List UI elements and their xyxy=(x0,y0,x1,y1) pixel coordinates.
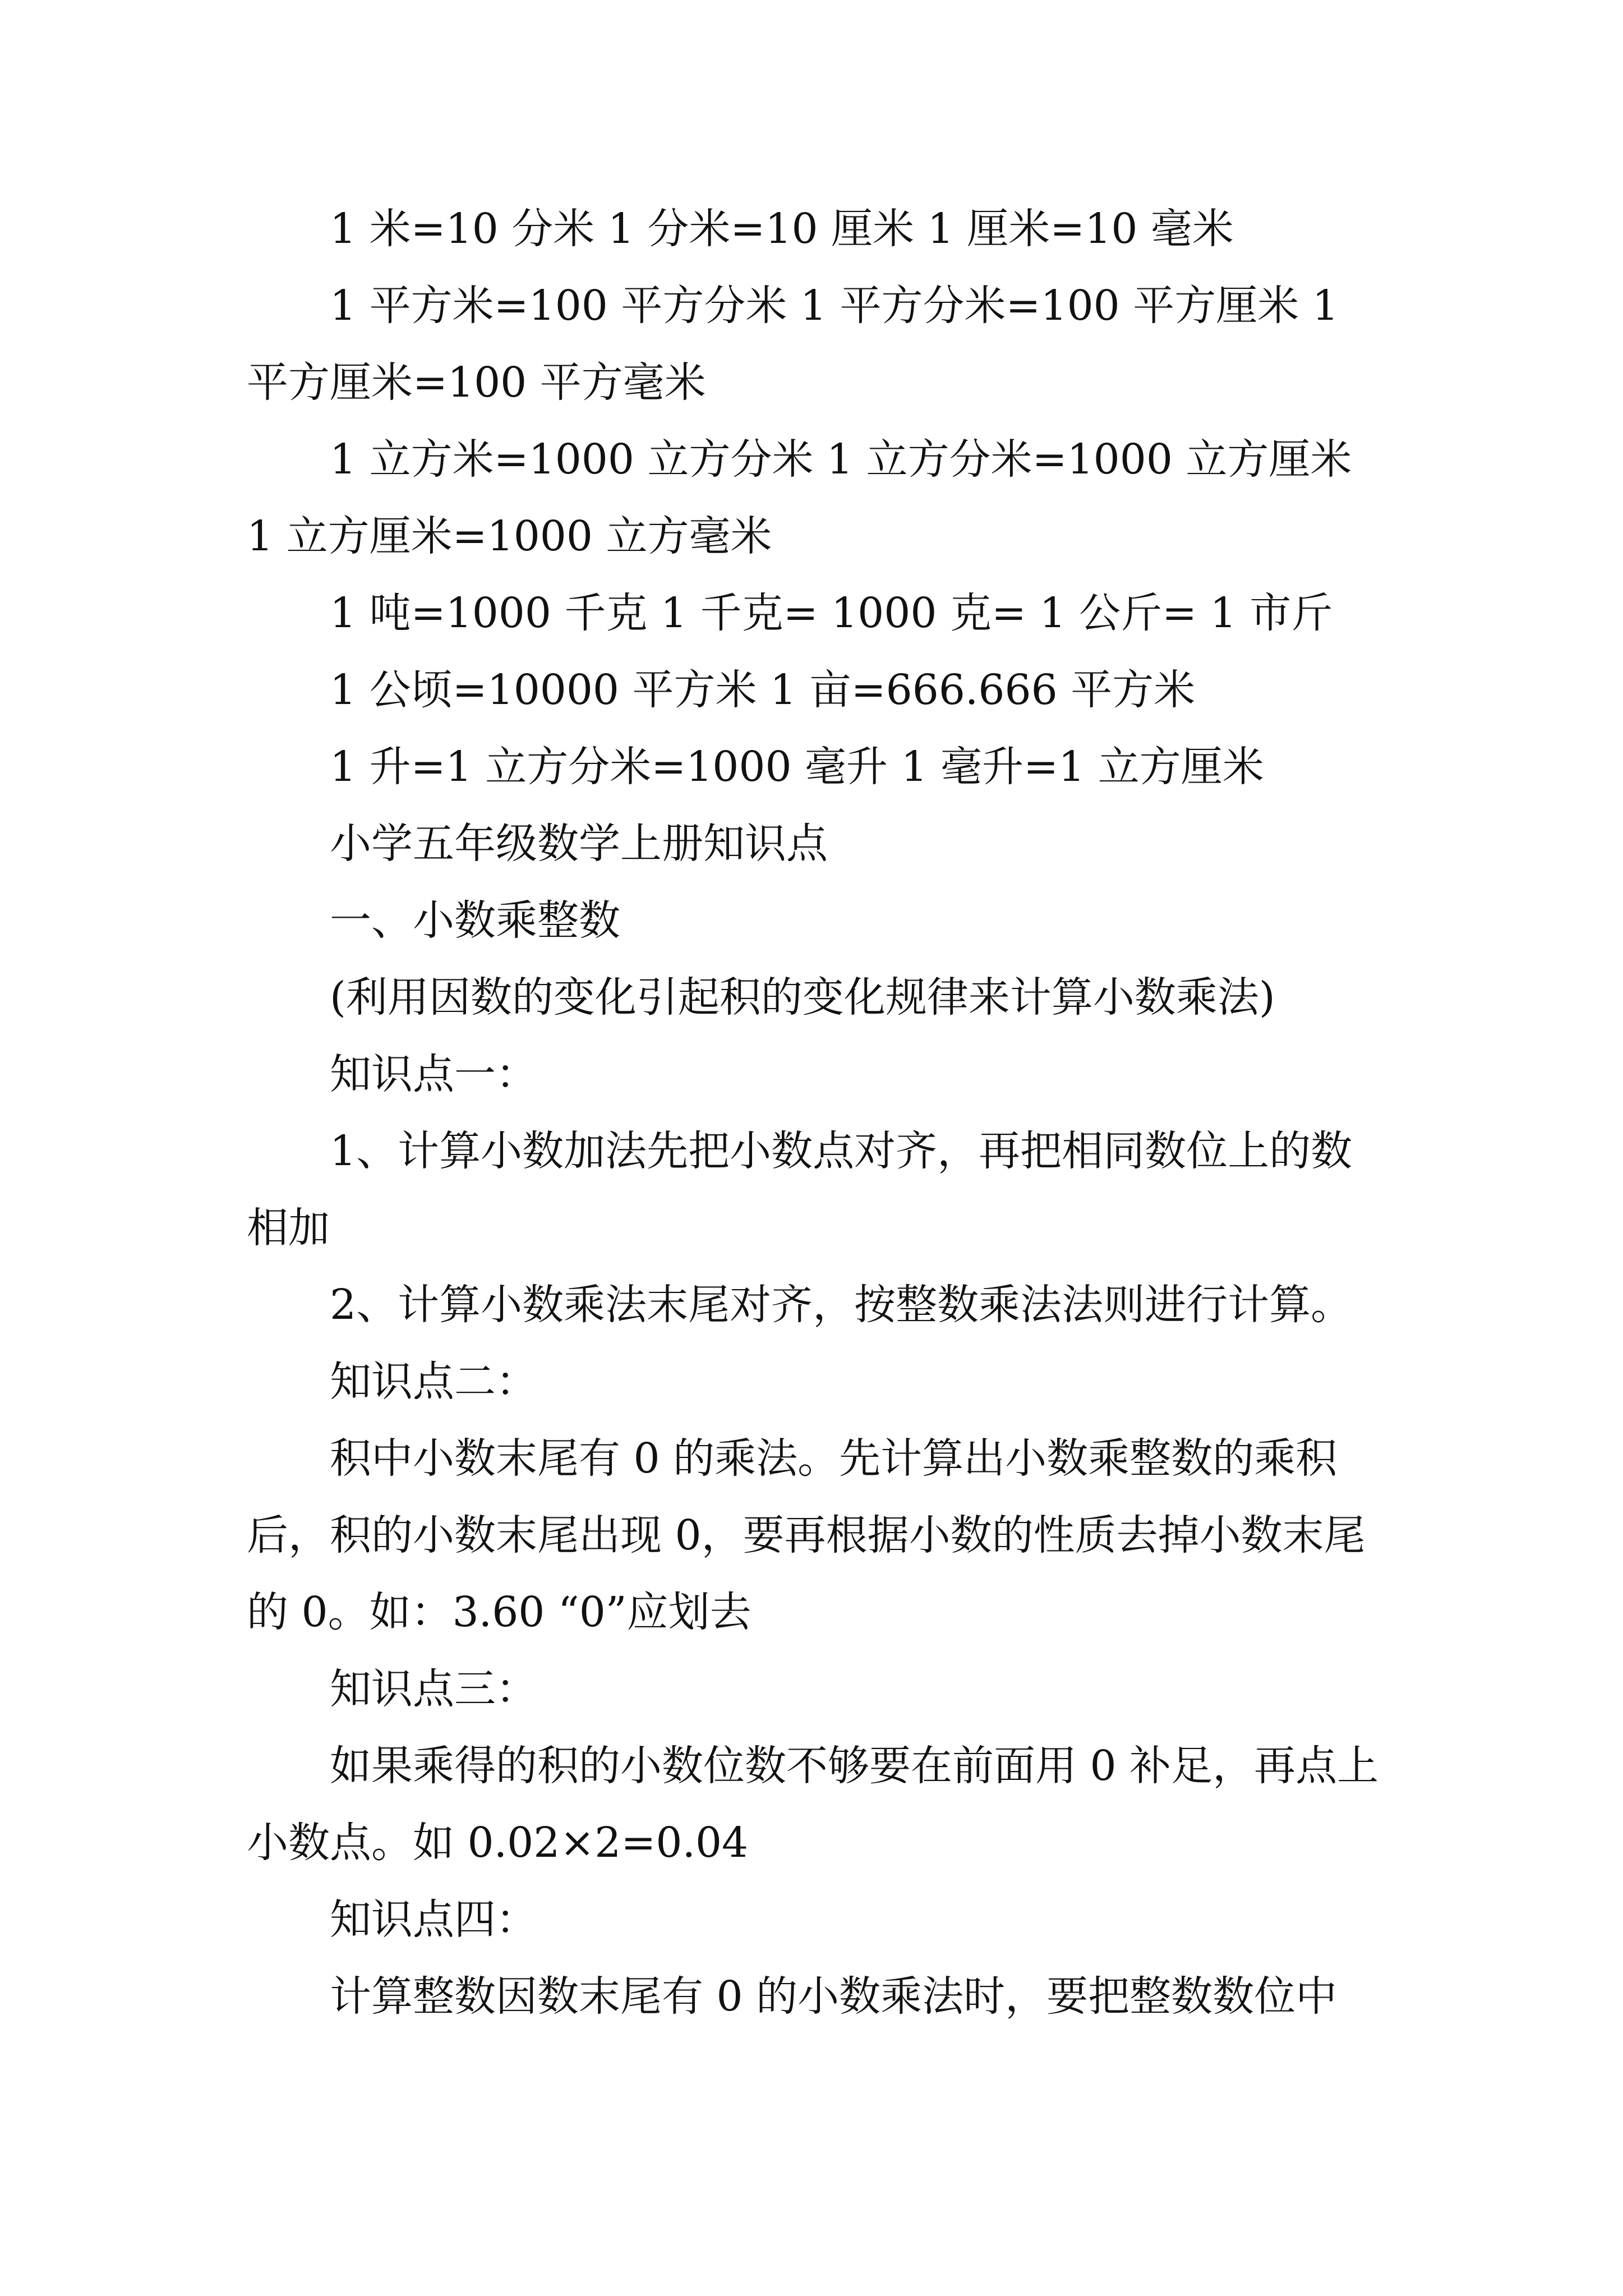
document-body xyxy=(247,191,1385,2035)
knowledge-point-heading: 知识点四： xyxy=(330,1895,537,1944)
knowledge-point-item: 如果乘得的积的小数位数不够要在前面用 0 补足，再点上小数点。如 0.02×2=0.04 xyxy=(247,1742,1379,1867)
knowledge-point-item: 积中小数末尾有 0 的乘法。先计算出小数乘整数的乘积后，积的小数末尾出现 0，要再根据小数的性质去掉小数末尾的 0。如：3.60 “0”应划去 xyxy=(247,1434,1366,1636)
paragraph-length-units: 1 米=10 分米 1 分米=10 厘米 1 厘米=10 毫米 xyxy=(330,205,1234,253)
knowledge-point-item: 2、计算小数乘法末尾对齐，按整数乘法法则进行计算。 xyxy=(330,1281,1353,1329)
knowledge-point-heading: 知识点二： xyxy=(330,1358,537,1406)
knowledge-point-heading: 知识点一： xyxy=(330,1050,537,1098)
paragraph-weight-units: 1 吨=1000 千克 1 千克= 1000 克= 1 公斤= 1 市斤 xyxy=(330,589,1333,637)
section-title: 小学五年级数学上册知识点 xyxy=(330,820,828,868)
knowledge-point-item: 计算整数因数末尾有 0 的小数乘法时，要把整数数位中 xyxy=(330,1972,1338,2021)
knowledge-point-heading: 知识点三： xyxy=(330,1665,537,1713)
paragraph-capacity-units: 1 升=1 立方分米=1000 毫升 1 毫升=1 立方厘米 xyxy=(330,743,1264,791)
knowledge-point-item: 1、计算小数加法先把小数点对齐，再把相同数位上的数相加 xyxy=(247,1127,1353,1252)
paragraph-volume-units: 1 立方米=1000 立方分米 1 立方分米=1000 立方厘米 1 立方厘米=1000 立方毫米 xyxy=(247,435,1352,560)
chapter-heading: 一、小数乘整数 xyxy=(330,896,620,945)
paragraph-area-units: 1 平方米=100 平方分米 1 平方分米=100 平方厘米 1 平方厘米=100 平方毫米 xyxy=(247,282,1339,407)
chapter-note: (利用因数的变化引起积的变化规律来计算小数乘法) xyxy=(330,973,1275,1022)
paragraph-land-units: 1 公顷=10000 平方米 1 亩=666.666 平方米 xyxy=(330,666,1196,714)
